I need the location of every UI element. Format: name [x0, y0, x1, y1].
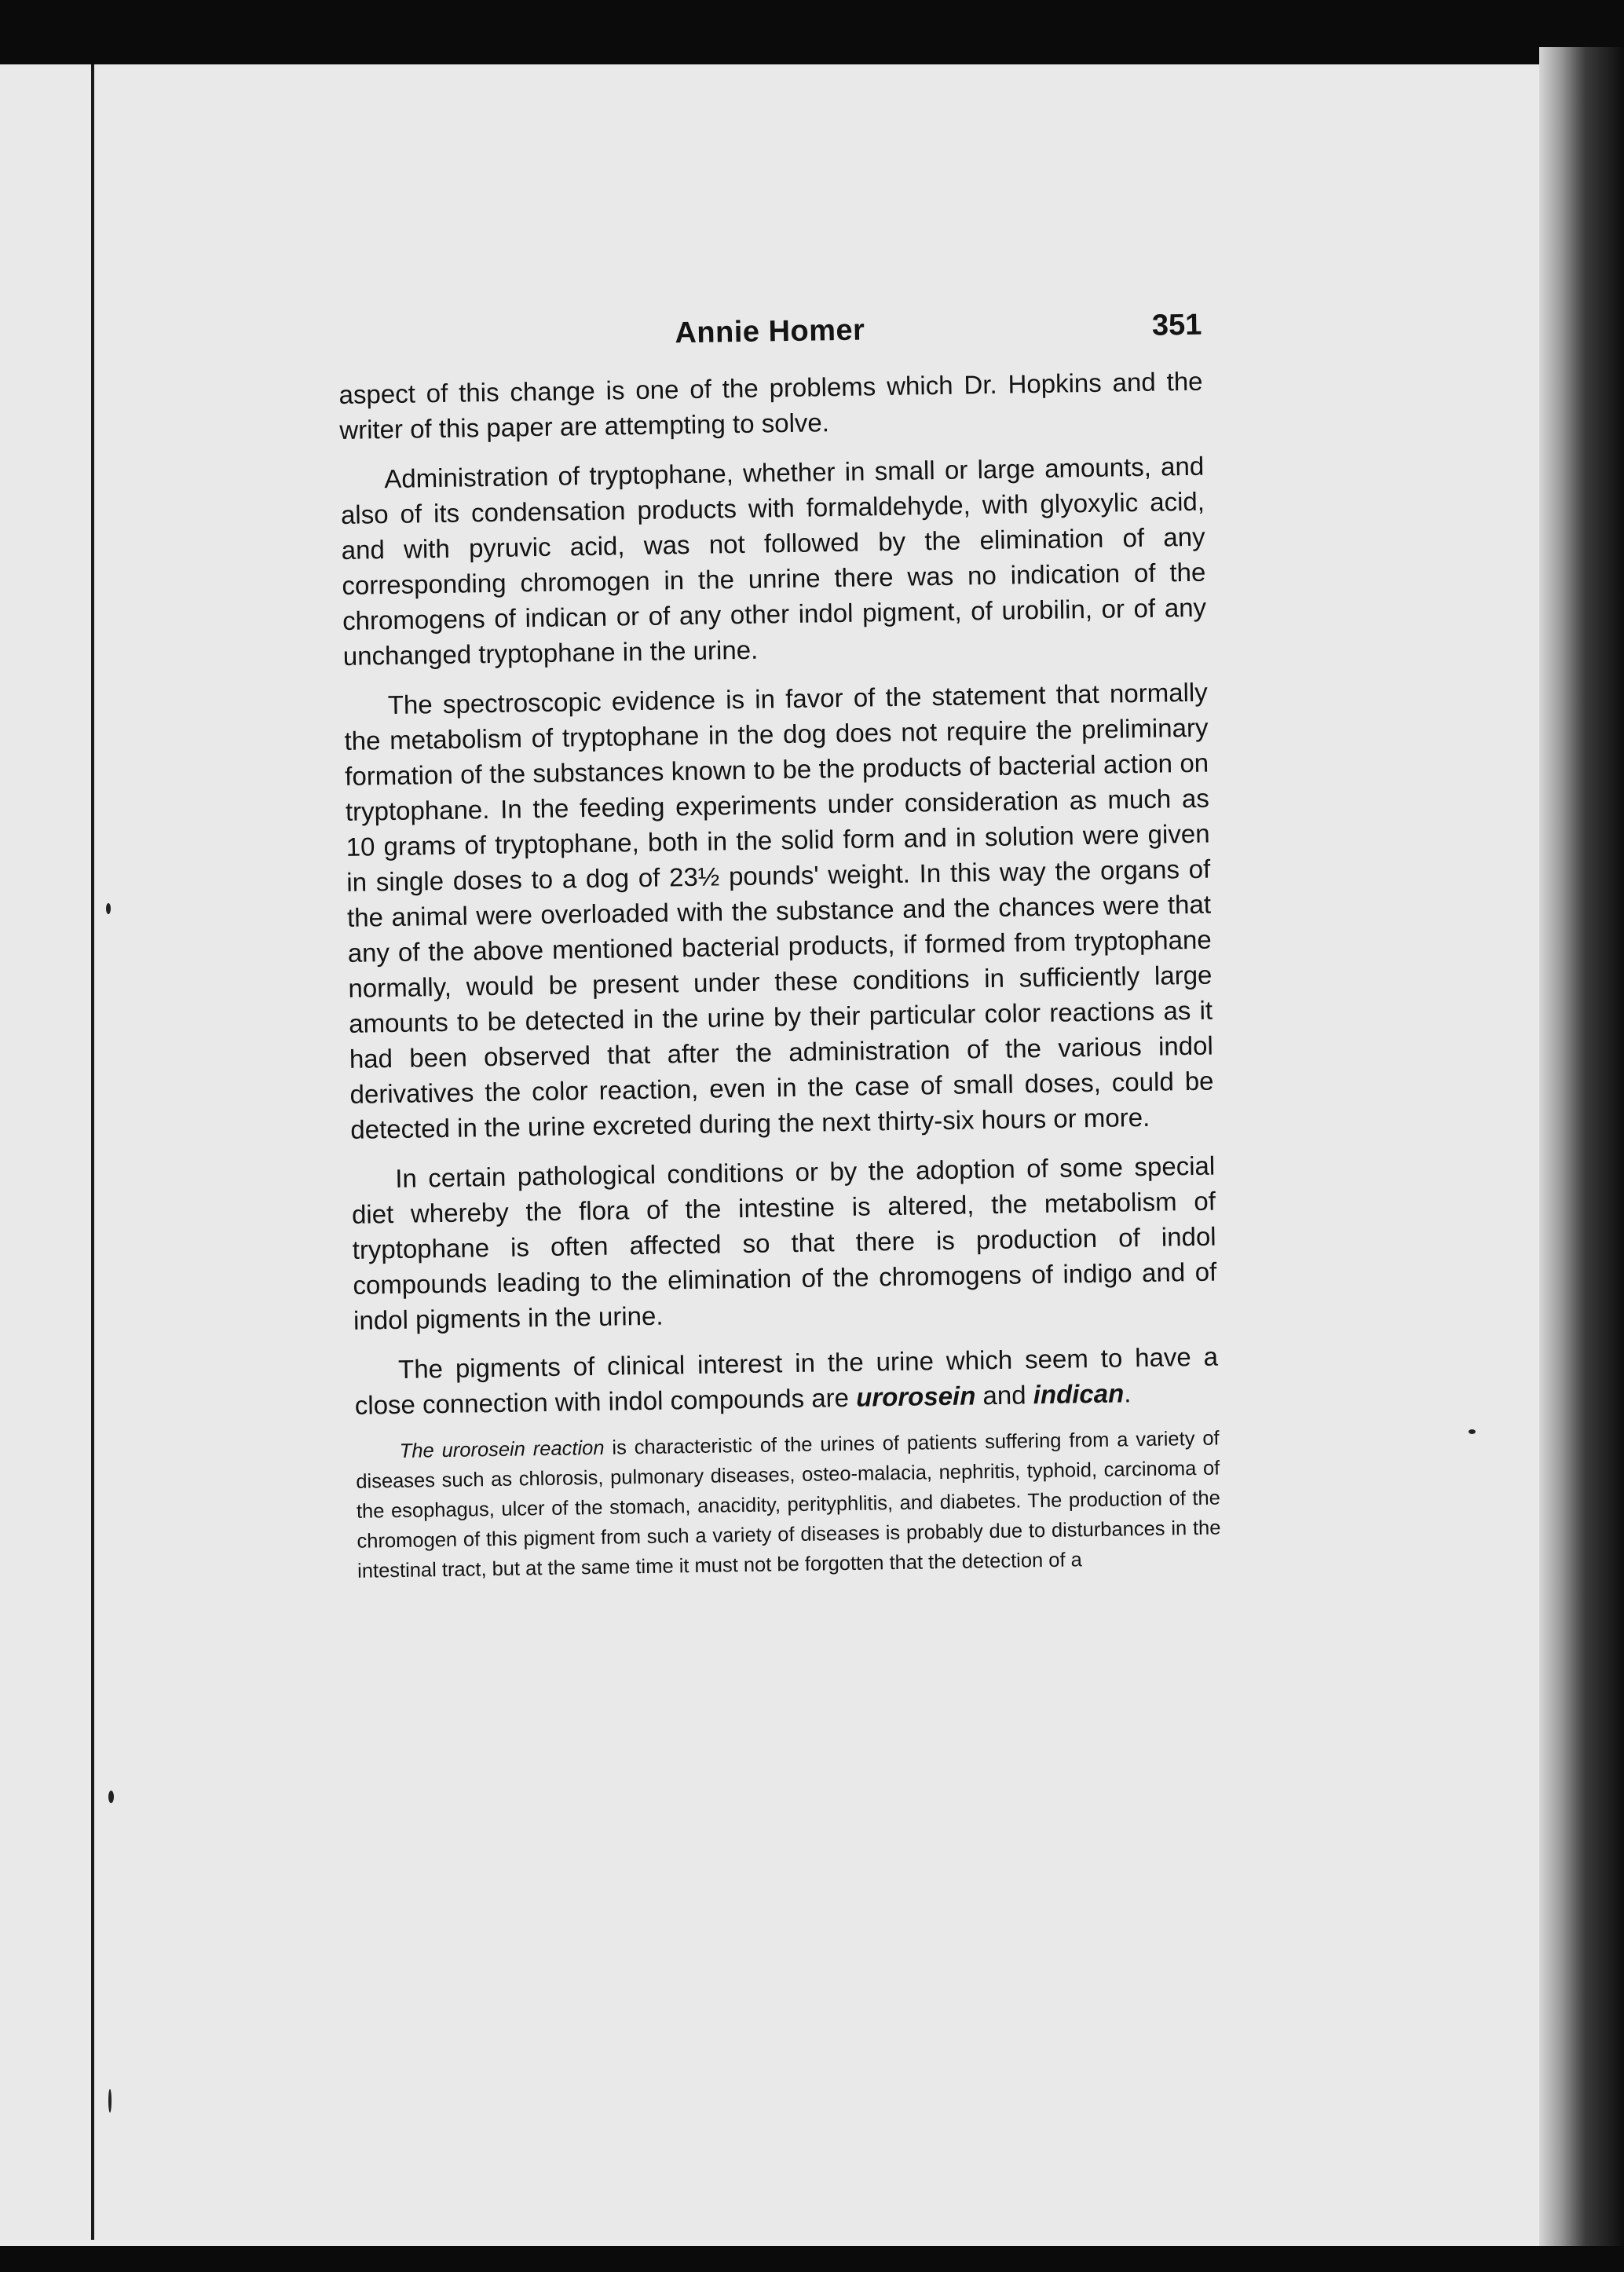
page-stack-edge	[1539, 47, 1624, 2272]
term-indican: indican	[1033, 1378, 1125, 1410]
paragraph-pathological: In certain pathological conditions or by the adoption of some special diet whereby the flora of the intestine is altered, the metabolism of tryptophane is often affected so that there is production of indol compounds leading to the elimination of the chromogens of indigo and of indol pigments in the urine.	[351, 1151, 1217, 1335]
paragraph-spectroscopic: The spectroscopic evidence is in favor of the statement that normally the metabolism of tryptophane in the dog does not require the preliminary formation of the substances known to be the products of bacterial action on tryptophane. In the feeding experiments under consideration as much as 10 grams of tryptophane, both in the solid form and in solution were given in single doses to a dog of 23½ pounds' weight. In this way the organs of the animal were overloaded with the substance and the chances were that any of the above mentioned bacterial products, if formed from tryptophane normally, would be present under these conditions in sufficiently large amounts to be detected in the urine by their particular color reactions as it had been observed that after the administration of the various indol derivatives the color reaction, even in the case of small doses, could be detected in the urine excreted during the next thirty-six hours or more.	[344, 677, 1214, 1144]
scan-speck	[108, 1791, 114, 1803]
footnote-text: is characteristic of the urines of patients suffering from a variety of diseases such as chlorosis, pulmonary diseases, osteo-malacia, nephritis, typhoid, carcinoma of the esophagus, ulcer of the stomach, anacidity, perityphlitis, and diabetes. The production of the chromogen of this pigment from such a variety of diseases is probably due to disturbances in the intestinal tract, but at the same time it must not be forgotten that the detection of a	[356, 1427, 1221, 1582]
bottom-border	[0, 2246, 1624, 2272]
pigments-conj: and	[975, 1380, 1034, 1410]
scan-speck	[108, 2089, 112, 2113]
footnote	[355, 1424, 1221, 1586]
term-urorosein: urorosein	[855, 1381, 976, 1412]
paragraph-pigments	[354, 1339, 1219, 1423]
paragraph-administration: Administration of tryptophane, whether in small or large amounts, and also of its condensation products with formaldehyde, with glyoxylic acid, and with pyruvic acid, was not followed by the elimination of any corresponding chromogen in the unrine there was no indication of the chromogens of indican or of any other indol pigment, of urobilin, or of any unchanged tryptophane in the urine.	[340, 451, 1207, 671]
pigments-end: .	[1123, 1378, 1132, 1408]
binding-shadow	[91, 64, 94, 2240]
scan-speck	[1469, 1429, 1476, 1434]
footnote-lead: The urorosein reaction	[399, 1436, 605, 1462]
scan-speck	[106, 903, 111, 914]
paragraph-continued: aspect of this change is one of the problems which Dr. Hopkins and the writer of this paper are attempting to solve.	[338, 366, 1203, 445]
running-head: Annie Homer	[675, 313, 865, 350]
page-text	[338, 301, 1221, 1586]
page-number: 351	[1151, 308, 1202, 342]
pigments-text: The pigments of clinical interest in the urine which seem to have a close connection with indol compounds are	[354, 1341, 1219, 1420]
